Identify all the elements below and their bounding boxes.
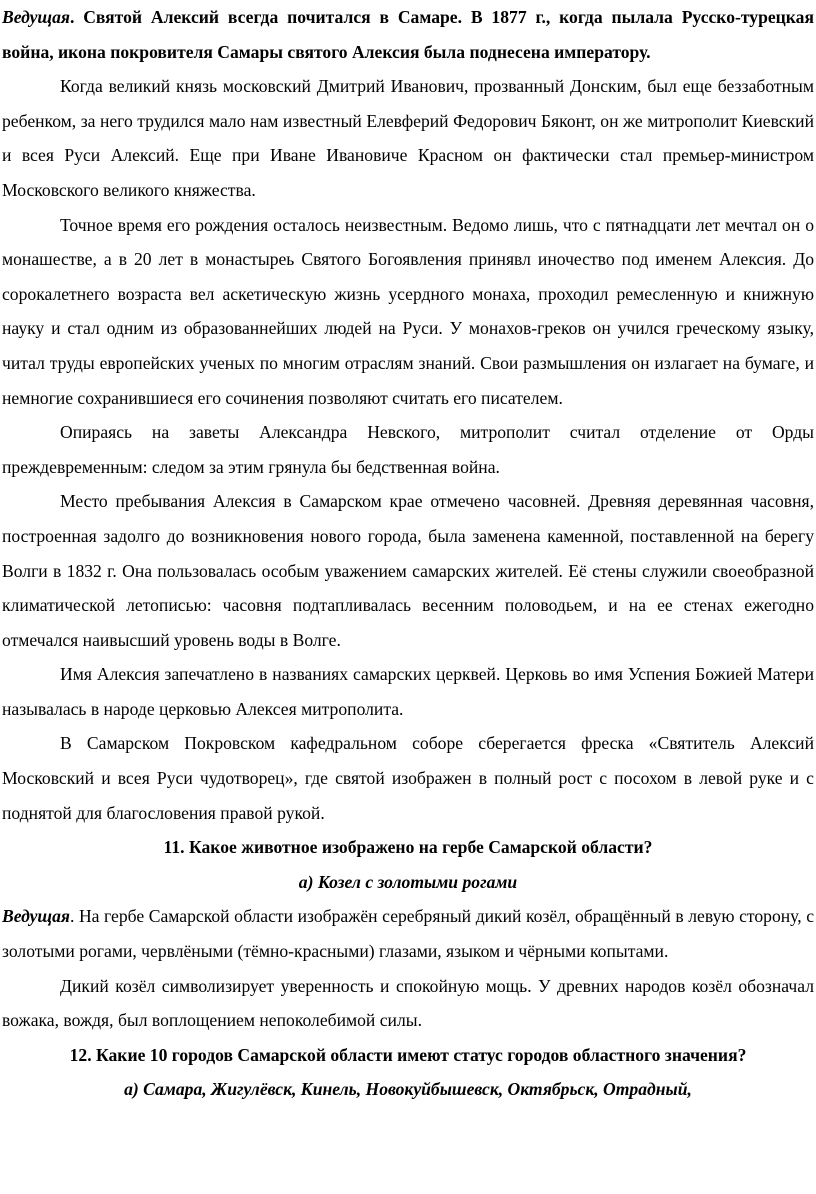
intro-bold-text: Святой Алексий всегда почитался в Самаре. В 1877 г., когда пылала Русско-турецкая война, икона покровителя Самары святого Алексия была поднесена императору.	[2, 7, 814, 62]
question-11-heading: 11. Какое животное изображено на гербе Самарской области?	[163, 837, 653, 858]
speaker-separator: .	[69, 7, 84, 27]
speaker-separator: .	[69, 906, 79, 927]
question-12-heading: 12. Какие 10 городов Самарской области имеют статус городов областного значения?	[69, 1044, 747, 1065]
question-11-explanation	[2, 899, 814, 968]
body-paragraph: Место пребывания Алексия в Самарском крае отмечено часовней. Древняя деревянная часовня, построенная задолго до возникновения нового города, была заменена каменной, поставленной на берегу Волги в 1832 г. Она пользовалась особым уважением самарских жителей. Её стены служили своеобразной климатической летописью: часовня подтапливалась весенним половодьем, и на ее стенах ежегодно отмечался наивысший уровень воды в Волге.	[2, 491, 814, 650]
question-11-answer: а) Козел с золотыми рогами	[298, 871, 518, 892]
speaker-label: Ведущая	[2, 906, 70, 927]
question-12-answer: а) Самара, Жигулёвск, Кинель, Новокуйбышевск, Октябрьск, Отрадный,	[124, 1079, 692, 1100]
body-paragraph: Имя Алексия запечатлено в названиях самарских церквей. Церковь во имя Успения Божией Матери называлась в народе церковью Алексея митрополита.	[2, 664, 814, 719]
intro-paragraph	[2, 0, 814, 69]
body-paragraph: Опираясь на заветы Александра Невского, митрополит считал отделение от Орды преждевременным: следом за этим грянула бы бедственная война.	[2, 422, 814, 477]
body-paragraph: Когда великий князь московский Дмитрий Иванович, прозванный Донским, был еще беззаботным ребенком, за него трудился мало нам известный Елевферий Федорович Бяконт, он же митрополит Киевский и всея Руси Алексий. Еще при Иване Ивановиче Красном он фактически стал премьер-министром Московского великого княжества.	[2, 76, 814, 200]
question-11-paragraph: Дикий козёл символизирует уверенность и спокойную мощь. У древних народов козёл обозначал вожака, вождя, был воплощением непоколебимой силы.	[2, 975, 814, 1031]
question-11-text: На гербе Самарской области изображён серебряный дикий козёл, обращённый в левую сторону, с золотыми рогами, червлёными (тёмно-красными) глазами, языком и чёрными копытами.	[2, 906, 815, 962]
body-paragraph: Точное время его рождения осталось неизвестным. Ведомо лишь, что с пятнадцати лет мечтал он о монашестве, а в 20 лет в монастыреь Святого Богоявления принявл иночество под именем Алексия. До сорокалетнего возраста вел аскетическую жизнь усердного монаха, проходил ремесленную и книжную науку и стал одним из образованнейших людей на Руси. У монахов-греков он учился греческому языку, читал труды европейских ученых по многим отраслям знаний. Свои размышления он излагает на бумаге, и немногие сохранившиеся его сочинения позволяют считать его писателем.	[2, 214, 814, 408]
speaker-label: Ведущая	[2, 7, 70, 27]
body-paragraph: В Самарском Покровском кафедральном соборе сберегается фреска «Святитель Алексий Московский и всея Руси чудотворец», где святой изображен в полный рост с посохом в левой руке и с поднятой для благословения правой рукой.	[2, 733, 814, 823]
